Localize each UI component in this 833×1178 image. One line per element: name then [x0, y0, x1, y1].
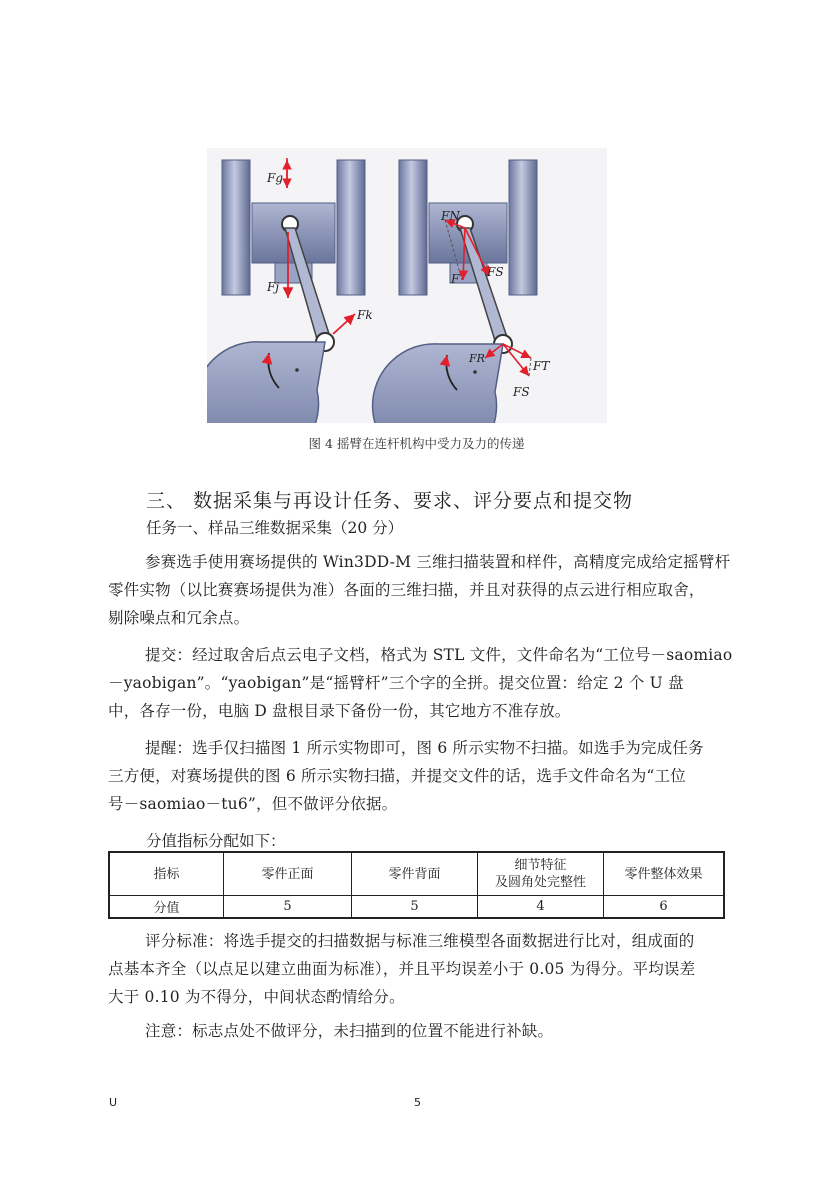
header-cell: 零件背面 [352, 852, 478, 896]
header-cell-line: 及圆角处完整性 [494, 875, 586, 890]
label-fg: Fg [267, 171, 284, 185]
p1-line1: 参赛选手使用赛场提供的 Win3DD-M 三维扫描装置和样件，高精度完成给定摇臂杆 [145, 553, 731, 571]
table-cell: 5 [352, 896, 478, 919]
p3-line2: 三方便，对赛场提供的图 6 所示实物扫描，并提交文件的话，选手文件命名为“工位 [108, 767, 686, 785]
paragraph-1 [108, 548, 733, 632]
table-cell: 6 [604, 896, 725, 919]
label-f: F [451, 272, 460, 286]
p2-line2: －yaobigan”。“yaobigan”是“摇臂杆”三个字的全拼。提交位置：给定 2 个 U 盘 [108, 674, 684, 692]
header-cell: 零件正面 [224, 852, 352, 896]
table-cell: 5 [224, 896, 352, 919]
header-cell-line: 细节特征 [514, 858, 567, 873]
table-cell: 分值 [109, 896, 224, 919]
label-fk: Fk [357, 308, 373, 322]
p2-line3: 中，各存一份，电脑 D 盘根目录下备份一份，其它地方不准存放。 [108, 702, 571, 720]
table-label: 分值指标分配如下： [146, 832, 286, 850]
criteria-line3: 大于 0.10 为不得分，中间状态酌情给分。 [108, 988, 405, 1006]
label-ft: FT [533, 359, 550, 373]
paragraph-2 [108, 641, 733, 725]
note-paragraph [108, 1017, 733, 1045]
footer-left-mark: U [109, 1096, 118, 1109]
p3-line3: 号－saomiao－tu6”，但不做评分依据。 [108, 795, 398, 813]
label-fs-lower: FS [513, 385, 530, 399]
header-cell-detail [478, 852, 604, 896]
p2-line1: 提交：经过取舍后点云电子文档，格式为 STL 文件，文件命名为“工位号－saomiao [145, 646, 733, 664]
table-cell: 4 [478, 896, 604, 919]
p3-line1: 提醒：选手仅扫描图 1 所示实物即可，图 6 所示实物不扫描。如选手为完成任务 [145, 739, 704, 757]
label-fj: Fj [267, 280, 280, 294]
criteria-paragraph [108, 927, 733, 1011]
paragraph-3 [108, 734, 733, 818]
task1-title: 任务一、样品三维数据采集（20 分） [146, 519, 404, 537]
page-number: 5 [414, 1096, 421, 1109]
label-fr: FR [469, 352, 485, 365]
figure-caption: 图 4 摇臂在连杆机构中受力及力的传递 [308, 436, 525, 451]
note-line: 注意：标志点处不做评分，未扫描到的位置不能进行补缺。 [145, 1022, 554, 1040]
p1-line3: 剔除噪点和冗余点。 [108, 609, 250, 627]
header-cell: 指标 [109, 852, 224, 896]
header-cell: 零件整体效果 [604, 852, 725, 896]
criteria-line2: 点基本齐全（以点足以建立曲面为标准），并且平均误差小于 0.05 为得分。平均误差 [108, 960, 696, 978]
p1-line2: 零件实物（以比赛赛场提供为准）各面的三维扫描，并且对获得的点云进行相应取舍， [108, 581, 705, 599]
table-header-row [109, 852, 724, 896]
label-fn: FN [441, 209, 460, 223]
section-heading: 三、 数据采集与再设计任务、要求、评分要点和提交物 [146, 490, 634, 512]
score-table [108, 851, 725, 919]
label-fs-upper: FS [487, 265, 504, 279]
table-row [109, 896, 724, 919]
criteria-line1: 评分标准：将选手提交的扫描数据与标准三维模型各面数据进行比对，组成面的 [145, 932, 695, 950]
mechanism-figure [207, 148, 607, 423]
